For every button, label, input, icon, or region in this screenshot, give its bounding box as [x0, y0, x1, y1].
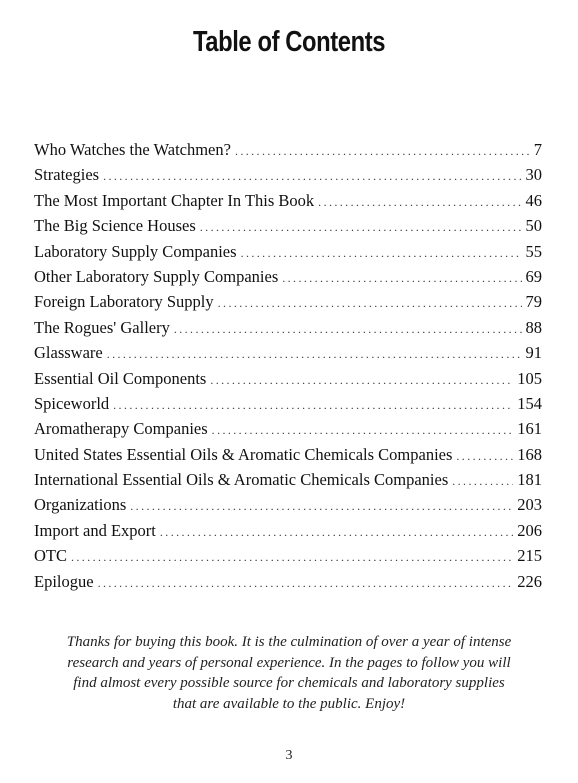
- toc-entry-page: 168: [517, 444, 542, 464]
- intro-blurb: Thanks for buying this book. It is the culmination of over a year of intense research and years of personal experience. In the pages to follow you will find almost every possible source for chemicals and laboratory supplies that are available to the public. Enjoy!: [66, 634, 512, 712]
- toc-entry-page: 69: [525, 266, 542, 286]
- dot-leader: [218, 291, 522, 316]
- toc-entry-page: 46: [525, 190, 542, 210]
- toc-entry-page: 206: [517, 520, 542, 540]
- toc-entry-title: Other Laboratory Supply Companies: [34, 266, 279, 286]
- toc-entry-title: Aromatherapy Companies: [34, 419, 208, 439]
- toc-entry-title: OTC: [34, 546, 67, 566]
- toc-entry-page: 91: [525, 343, 542, 363]
- page-title: Table of Contents: [192, 26, 386, 58]
- dot-leader: [282, 266, 521, 291]
- toc-entry: [34, 264, 542, 289]
- toc-entry-page: 79: [525, 292, 542, 312]
- toc-entry-title: International Essential Oils & Aromatic Chemicals Companies: [34, 470, 449, 490]
- toc-entry-title: Glassware: [34, 343, 103, 363]
- toc-entry: [34, 569, 542, 594]
- toc-entry: [34, 416, 542, 441]
- toc-entry: [34, 492, 542, 517]
- toc-entry: [34, 289, 542, 314]
- toc-entry-title: Spiceworld: [34, 393, 110, 413]
- dot-leader: [210, 368, 513, 393]
- toc-entry-page: 181: [517, 470, 542, 490]
- toc-entry-title: Organizations: [34, 495, 127, 515]
- toc-entry-page: 203: [517, 495, 542, 515]
- toc-entry-title: The Big Science Houses: [34, 216, 196, 236]
- toc-entry-title: Strategies: [34, 165, 100, 185]
- toc-entry-page: 30: [525, 165, 542, 185]
- toc-entry-page: 161: [517, 419, 542, 439]
- dot-leader: [107, 342, 522, 367]
- toc-entry: [34, 366, 542, 391]
- toc-entry-title: Laboratory Supply Companies: [34, 241, 237, 261]
- dot-leader: [235, 139, 530, 164]
- toc-entry: [34, 188, 542, 213]
- dot-leader: [241, 241, 522, 266]
- dot-leader: [200, 215, 522, 240]
- toc-entry-page: 105: [517, 368, 542, 388]
- toc-entry-page: 215: [517, 546, 542, 566]
- toc-entry-page: 50: [525, 216, 542, 236]
- toc-entry-title: United States Essential Oils & Aromatic Chemicals Companies: [34, 444, 453, 464]
- toc-entry-title: Foreign Laboratory Supply: [34, 292, 214, 312]
- dot-leader: [456, 444, 513, 469]
- toc-entry-page: 7: [533, 140, 542, 159]
- toc-entry: [34, 518, 542, 543]
- toc-entry-title: The Most Important Chapter In This Book: [34, 190, 315, 210]
- toc-entry: [34, 543, 542, 568]
- toc-entry: [34, 315, 542, 340]
- dot-leader: [212, 418, 514, 443]
- toc-entry-title: Who Watches the Watchmen?: [34, 140, 231, 159]
- dot-leader: [452, 469, 513, 494]
- toc-entry-title: Epilogue: [34, 571, 94, 591]
- dot-leader: [160, 520, 513, 545]
- toc-entry-title: Essential Oil Components: [34, 368, 207, 388]
- toc-entry: [34, 213, 542, 238]
- toc-entry-title: Import and Export: [34, 520, 156, 540]
- toc-entry-page: 154: [517, 393, 542, 413]
- toc-entry-title: The Rogues' Gallery: [34, 317, 170, 337]
- dot-leader: [98, 571, 514, 596]
- dot-leader: [113, 393, 513, 418]
- toc-entry: [34, 391, 542, 416]
- toc-entry: [34, 162, 542, 187]
- dot-leader: [174, 317, 522, 342]
- toc-entry-page: 226: [517, 571, 542, 591]
- toc-entry: [34, 467, 542, 492]
- page-number: 3: [285, 748, 293, 763]
- toc-entry-page: 88: [525, 317, 542, 337]
- toc-entry: [34, 239, 542, 264]
- dot-leader: [318, 190, 521, 215]
- toc-entry: [34, 340, 542, 365]
- dot-leader: [103, 164, 521, 189]
- toc-entry: [34, 137, 542, 162]
- toc-entry: [34, 442, 542, 467]
- dot-leader: [130, 494, 513, 519]
- toc-entry-page: 55: [525, 241, 542, 261]
- dot-leader: [71, 545, 513, 570]
- table-of-contents: [34, 137, 542, 594]
